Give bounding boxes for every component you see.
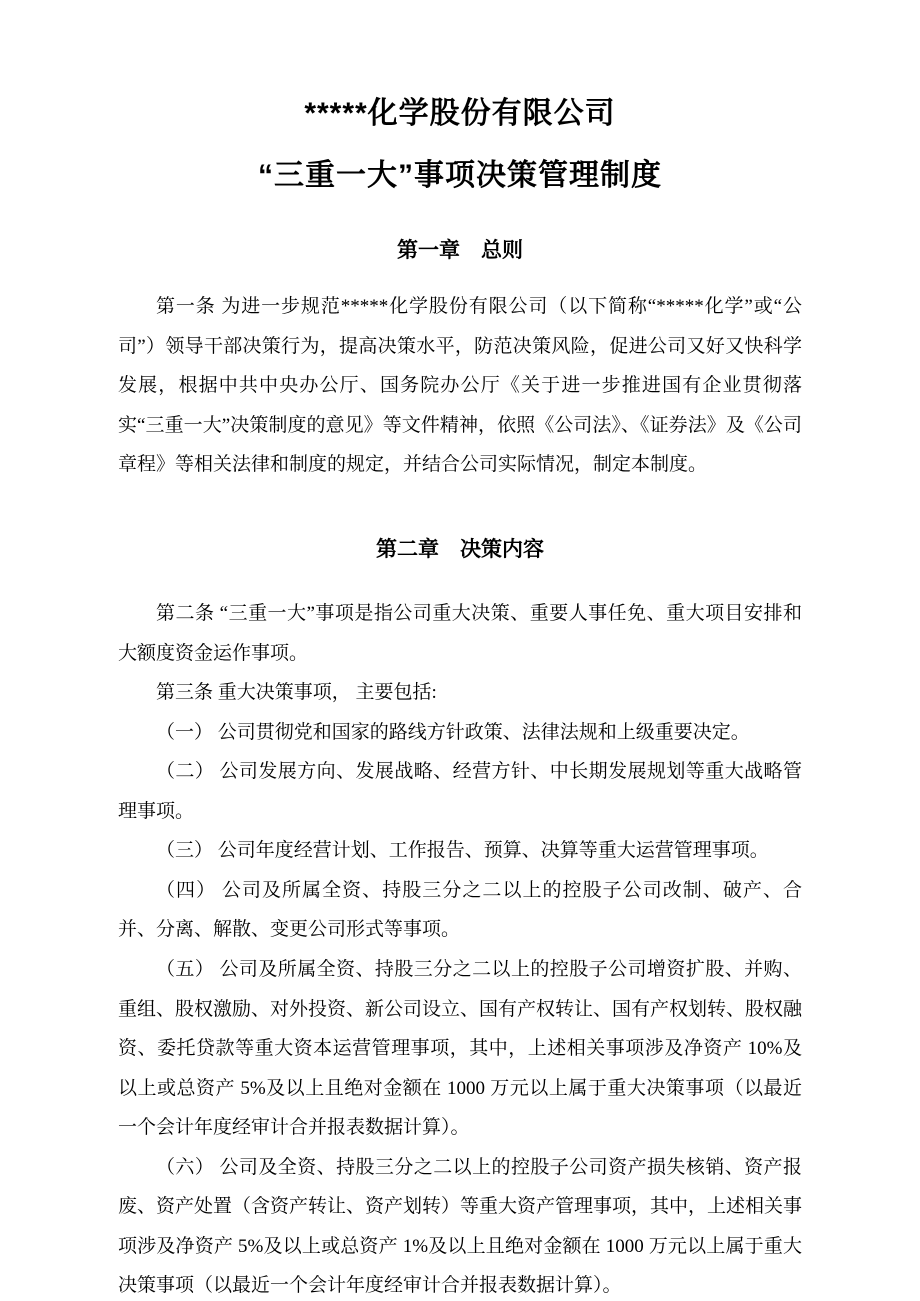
- paragraph-item-1: （一） 公司贯彻党和国家的路线方针政策、法律法规和上级重要决定。: [156, 721, 750, 743]
- paragraph-item-3: （三） 公司年度经营计划、工作报告、预算、决算等重大运营管理事项。: [156, 840, 769, 862]
- chapter-2-heading: 第二章 决策内容: [376, 537, 544, 561]
- paragraph-article-3: 第三条 重大决策事项， 主要包括:: [156, 682, 437, 704]
- section-chapter-1: [118, 236, 802, 485]
- paragraph-article-1: 第一条 为进一步规范*****化学股份有限公司（以下简称“*****化学”或“公司”）领导干部决策行为，提高决策水平，防范决策风险，促进公司又好又快科学发展，根据中共中央办公厅、国务院办公厅《关于进一步推进国有企业贯彻落实“三重一大”决策制度的意见》等文件精神，依照《公司法》、《证券法》及《公司章程》等相关法律和制度的规定，并结合公司实际情况，制定本制度。: [118, 296, 802, 476]
- paragraph-item-4: （四） 公司及所属全资、持股三分之二以上的控股子公司改制、破产、合并、分离、解散、变更公司形式等事项。: [118, 879, 802, 941]
- section-chapter-2: [118, 535, 802, 1301]
- paragraph-item-6: （六） 公司及全资、持股三分之二以上的控股子公司资产损失核销、资产报废、资产处置（含资产转让、资产划转）等重大资产管理事项，其中，上述相关事项涉及净资产 5%及以上或总资产 1%及以上且绝对金额在 1000 万元以上属于重大决策事项（以最近一个会计年度经审计合并报表数据计算）。: [118, 1156, 803, 1297]
- document-title-policy: “三重一大”事项决策管理制度: [258, 159, 662, 192]
- paragraph-article-2: 第二条 “三重一大”事项是指公司重大决策、重要人事任免、重大项目安排和大额度资金运作事项。: [118, 603, 802, 664]
- document-title-company: *****化学股份有限公司: [304, 97, 616, 130]
- chapter-1-heading: 第一章 总则: [397, 239, 523, 262]
- paragraph-item-2: （二） 公司发展方向、发展战略、经营方针、中长期发展规划等重大战略管理事项。: [118, 761, 802, 822]
- paragraph-item-5: （五） 公司及所属全资、持股三分之二以上的控股子公司增资扩股、并购、重组、股权激励、对外投资、新公司设立、国有产权转让、国有产权划转、股权融资、委托贷款等重大资本运营管理事项，其中，上述相关事项涉及净资产 10%及以上或总资产 5%及以上且绝对金额在 1000 万元以上属于重大决策事项（以最近一个会计年度经审计合并报表数据计算）。: [118, 959, 803, 1139]
